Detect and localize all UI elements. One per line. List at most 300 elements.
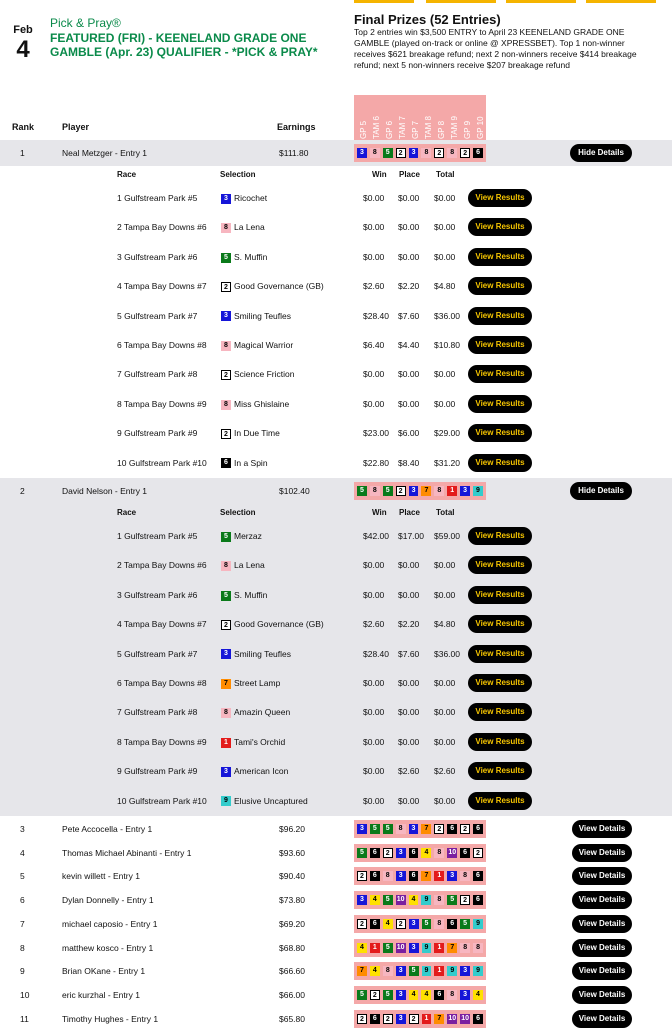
pick-number: 6: [409, 848, 419, 858]
pick-number: 2: [409, 1014, 419, 1024]
leaderboard-row: [0, 935, 672, 961]
place-payout: $2.20: [398, 281, 420, 292]
win-payout: $0.00: [363, 193, 385, 203]
rank-cell: 1: [20, 148, 25, 158]
leaderboard-row: [0, 863, 672, 889]
horse-name: Good Governance (GB): [234, 281, 324, 292]
win-payout: $2.60: [363, 619, 385, 630]
pick-number: 4: [357, 943, 367, 953]
earnings-cell: $69.20: [279, 918, 305, 929]
pick-number: 2: [383, 848, 393, 858]
view-results-label: View Results: [475, 369, 525, 379]
race-detail-row: [0, 610, 672, 639]
view-results-label: View Results: [475, 619, 525, 629]
place-payout: $17.00: [398, 531, 424, 541]
selection-number: 9: [221, 796, 231, 806]
place-payout: $0.00: [398, 678, 420, 688]
date-month: Feb: [13, 24, 33, 36]
pick-number: 6: [447, 824, 457, 834]
view-results-button[interactable]: [468, 424, 532, 442]
selection-number: 3: [221, 194, 231, 204]
leaderboard-row: [0, 840, 672, 866]
view-results-label: View Results: [475, 589, 525, 599]
view-results-button[interactable]: [468, 336, 532, 354]
pick-number: 9: [473, 486, 483, 496]
pick-number: 6: [409, 871, 419, 881]
pick-number: 8: [434, 486, 444, 496]
earnings-cell: $90.40: [279, 871, 305, 882]
total-payout: $31.20: [434, 457, 460, 468]
leaderboard-row: [0, 982, 672, 1008]
pick-number: 5: [422, 919, 432, 929]
race-detail-row: [0, 272, 672, 301]
pick-number: 7: [447, 943, 457, 953]
race-detail-row: [0, 419, 672, 448]
pick-number: 5: [357, 990, 367, 1000]
earnings-cell: $96.20: [279, 824, 305, 834]
place-payout: $0.00: [398, 251, 420, 262]
total-payout: $0.00: [434, 251, 456, 262]
race-detail-row: [0, 757, 672, 786]
view-results-button[interactable]: [468, 615, 532, 633]
win-payout: $0.00: [363, 736, 385, 747]
race-detail-row: [0, 640, 672, 669]
selection-number: 3: [221, 767, 231, 777]
race-name: 3 Gulfstream Park #6: [117, 251, 198, 262]
horse-name: Miss Ghislaine: [234, 398, 290, 409]
view-results-button[interactable]: [468, 645, 532, 663]
view-details-button[interactable]: View Details: [572, 962, 632, 980]
picks-strip: [354, 844, 486, 862]
total-payout: $59.00: [434, 531, 460, 541]
pick-number: 2: [460, 824, 470, 834]
total-payout: $0.00: [434, 707, 456, 718]
pick-number: 8: [460, 943, 470, 953]
race-name: 2 Tampa Bay Downs #6: [117, 222, 207, 233]
earnings-cell: $66.00: [279, 989, 305, 1000]
view-results-label: View Results: [475, 707, 525, 717]
pick-number: 1: [422, 1014, 432, 1024]
pick-number: 8: [434, 919, 444, 929]
view-results-button[interactable]: [468, 307, 532, 325]
view-results-button[interactable]: [468, 248, 532, 266]
pick-number: 3: [357, 824, 367, 834]
rank-cell: 6: [20, 895, 25, 906]
place-payout: $0.00: [398, 707, 420, 718]
picks-strip: [354, 915, 486, 933]
total-payout: $29.00: [434, 428, 460, 439]
race-detail-row: [0, 390, 672, 419]
race-header-label: TAM 9: [450, 116, 459, 139]
race-name: 9 Gulfstream Park #9: [117, 766, 198, 777]
view-results-label: View Results: [475, 766, 525, 776]
view-results-label: View Results: [475, 560, 525, 570]
picks-strip: [354, 1010, 486, 1028]
player-name: eric kurzhal - Entry 1: [62, 989, 140, 1000]
view-results-button[interactable]: [468, 703, 532, 721]
race-header-label: GP 7: [411, 120, 420, 139]
race-header-label: GP 9: [463, 120, 472, 139]
horse-name: American Icon: [234, 766, 289, 777]
total-payout: $36.00: [434, 310, 460, 321]
pick-number: 5: [383, 824, 393, 834]
player-name: michael caposio - Entry 1: [62, 918, 158, 929]
win-payout: $23.00: [363, 428, 389, 439]
rank-cell: 11: [20, 1013, 29, 1024]
race-detail-row: [0, 243, 672, 272]
selection-number: 2: [221, 429, 231, 439]
race-detail-row: [0, 360, 672, 389]
view-results-button[interactable]: [468, 395, 532, 413]
place-payout: $0.00: [398, 795, 420, 806]
selection-cell: [221, 590, 267, 601]
pick-number: 3: [460, 966, 470, 976]
win-payout: $0.00: [363, 589, 385, 600]
pick-number: 6: [473, 1014, 483, 1024]
race-name: 8 Tampa Bay Downs #9: [117, 398, 207, 409]
view-details-button[interactable]: View Details: [572, 939, 632, 957]
selection-cell: [221, 560, 265, 571]
leaderboard-row: [0, 478, 672, 504]
selection-cell: [221, 399, 289, 410]
pick-number: 5: [357, 848, 367, 858]
player-name: Brian OKane - Entry 1: [62, 966, 146, 977]
pick-number: 10: [396, 896, 405, 904]
prizes-text: Top 2 entries win $3,500 ENTRY to April 23 KEENELAND GRADE ONE GAMBLE (played on-track or online @ XPRESSBET). Top 1 non-winner receives $621 breakage refund; next 2 non-winners receive $414 breakage refund; next 5 non-winners receive $207 breakage refund: [354, 27, 637, 70]
place-payout: $0.00: [398, 193, 420, 203]
pick-number: 8: [460, 871, 470, 881]
race-name: 9 Gulfstream Park #9: [117, 428, 198, 439]
pick-number: 4: [409, 990, 419, 1000]
pick-number: 7: [421, 486, 431, 496]
horse-name: Amazin Queen: [234, 707, 291, 718]
view-results-button[interactable]: [468, 733, 532, 751]
selection-number: 3: [221, 311, 231, 321]
rank-cell: 10: [20, 989, 30, 1000]
pick-number: 3: [396, 990, 406, 1000]
horse-name: Good Governance (GB): [234, 619, 324, 630]
view-results-label: View Results: [475, 193, 525, 202]
rank-cell: 7: [20, 918, 25, 929]
pick-number: 8: [370, 148, 380, 158]
pick-number: 1: [370, 943, 380, 953]
race-name: 2 Tampa Bay Downs #6: [117, 560, 207, 571]
race-detail-row: [0, 522, 672, 551]
selection-cell: [221, 531, 262, 542]
pick-number: 2: [396, 148, 406, 158]
pick-number: 2: [357, 871, 367, 881]
prizes-panel: [354, 12, 654, 71]
view-results-button[interactable]: [468, 277, 532, 295]
view-results-label: View Results: [475, 531, 525, 540]
race-header-label: TAM 6: [372, 116, 381, 139]
pick-number: 3: [447, 871, 457, 881]
rank-cell: 2: [20, 486, 25, 496]
place-payout: $0.00: [398, 398, 420, 409]
selection-number: 5: [221, 532, 231, 542]
horse-name: Smiling Teufles: [234, 310, 292, 321]
view-details-button[interactable]: View Details: [572, 915, 632, 933]
pick-number: 1: [434, 966, 444, 976]
rank-cell: 4: [20, 847, 25, 858]
race-detail-row: [0, 551, 672, 580]
race-header-label: TAM 8: [424, 116, 433, 139]
view-results-button[interactable]: [468, 527, 532, 545]
race-name: 10 Gulfstream Park #10: [117, 795, 207, 806]
pick-number: 6: [460, 848, 470, 858]
player-name: Neal Metzger - Entry 1: [62, 148, 148, 158]
view-details-button[interactable]: View Details: [572, 891, 632, 909]
player-name: kevin willett - Entry 1: [62, 871, 140, 882]
pick-number: 4: [473, 990, 483, 1000]
pick-number: 5: [460, 919, 470, 929]
details-header-selection: Selection: [220, 508, 256, 517]
pick-number: 2: [396, 486, 406, 496]
win-payout: $0.00: [363, 251, 385, 262]
win-payout: $0.00: [363, 398, 385, 409]
details-header-row: [0, 504, 672, 522]
win-payout: $0.00: [363, 369, 385, 380]
pick-number: 1: [434, 871, 444, 881]
pick-number: 7: [357, 966, 367, 976]
view-results-label: View Results: [475, 457, 525, 467]
player-name: David Nelson - Entry 1: [62, 486, 148, 496]
view-results-label: View Results: [475, 736, 525, 746]
horse-name: Science Friction: [234, 369, 295, 380]
leaderboard-row: [0, 887, 672, 913]
picks-strip: [354, 986, 486, 1004]
pick-number: 8: [447, 148, 457, 158]
player-name: Dylan Donnelly - Entry 1: [62, 895, 154, 906]
total-payout: $0.00: [434, 222, 456, 233]
race-header-label: GP 5: [359, 120, 368, 139]
pick-number: 7: [421, 871, 431, 881]
pick-number: 3: [460, 486, 470, 496]
win-payout: $0.00: [363, 766, 385, 777]
win-payout: $42.00: [363, 531, 389, 541]
race-name: 7 Gulfstream Park #8: [117, 707, 198, 718]
total-payout: $0.00: [434, 560, 456, 571]
pick-number: 8: [383, 871, 393, 881]
view-results-button[interactable]: [468, 586, 532, 604]
race-detail-row: [0, 213, 672, 242]
details-header-total: Total: [436, 508, 455, 517]
total-payout: $10.80: [434, 340, 460, 350]
view-details-button[interactable]: View Details: [572, 820, 632, 838]
win-payout: $6.40: [363, 340, 385, 350]
details-header-place: Place: [399, 508, 420, 517]
selection-number: 7: [221, 679, 231, 689]
view-results-button[interactable]: [468, 556, 532, 574]
view-details-button[interactable]: View Details: [572, 986, 632, 1004]
view-results-button[interactable]: [468, 762, 532, 780]
place-payout: $7.60: [398, 310, 420, 321]
contest-date: [10, 24, 36, 62]
rank-cell: 8: [20, 942, 25, 953]
leaderboard-row: [0, 911, 672, 937]
pick-number: 2: [434, 824, 444, 834]
pick-number: 2: [473, 848, 483, 858]
race-name: 5 Gulfstream Park #7: [117, 648, 198, 659]
pick-number: 6: [370, 848, 380, 858]
selection-cell: [221, 311, 291, 322]
pick-number: 3: [409, 148, 419, 158]
pick-number: 10: [396, 943, 405, 951]
race-detail-row: [0, 698, 672, 727]
pick-number: 5: [370, 824, 380, 834]
horse-name: Street Lamp: [234, 678, 281, 688]
selection-number: 8: [221, 400, 231, 410]
earnings-header: Earnings: [277, 122, 316, 132]
selection-number: 3: [221, 649, 231, 659]
pick-number: 6: [447, 919, 457, 929]
race-name: 5 Gulfstream Park #7: [117, 310, 198, 321]
pick-number: 1: [447, 486, 457, 496]
total-payout: $0.00: [434, 795, 456, 806]
earnings-cell: $111.80: [279, 148, 309, 158]
pick-number: 6: [370, 871, 380, 881]
pick-number: 8: [473, 943, 483, 953]
pick-number: 6: [473, 895, 483, 905]
pick-number: 3: [409, 919, 419, 929]
picks-strip: [354, 820, 486, 838]
view-results-button[interactable]: [468, 674, 532, 692]
selection-cell: [221, 222, 265, 233]
pick-number: 10: [448, 1014, 457, 1022]
details-header-race: Race: [117, 170, 137, 179]
total-payout: $0.00: [434, 193, 456, 203]
details-header-total: Total: [436, 170, 455, 179]
race-name: 8 Tampa Bay Downs #9: [117, 736, 207, 747]
race-header-label: GP 6: [385, 120, 394, 139]
pick-number: 4: [421, 848, 431, 858]
selection-number: 8: [221, 223, 231, 233]
place-payout: $4.40: [398, 340, 420, 350]
horse-name: La Lena: [234, 560, 265, 571]
pick-number: 3: [409, 943, 419, 953]
pick-number: 2: [357, 919, 367, 929]
player-name: Timothy Hughes - Entry 1: [62, 1013, 159, 1024]
view-results-button[interactable]: [468, 454, 532, 472]
pick-number: 5: [383, 990, 393, 1000]
place-payout: $7.60: [398, 648, 420, 659]
race-detail-row: [0, 728, 672, 757]
horse-name: Smiling Teufles: [234, 648, 292, 659]
place-payout: $0.00: [398, 560, 420, 571]
pick-number: 5: [383, 486, 393, 496]
view-results-label: View Results: [475, 648, 525, 658]
place-payout: $2.20: [398, 619, 420, 630]
view-details-button[interactable]: View Details: [572, 867, 632, 885]
view-results-button[interactable]: [468, 365, 532, 383]
win-payout: $0.00: [363, 560, 385, 571]
view-details-button[interactable]: View Details: [572, 1010, 632, 1028]
pick-number: 4: [370, 966, 380, 976]
race-header-label: GP 10: [476, 116, 485, 139]
total-payout: $0.00: [434, 369, 456, 380]
selection-number: 2: [221, 370, 231, 380]
place-payout: $8.40: [398, 457, 420, 468]
pick-number: 4: [383, 919, 393, 929]
race-name: 4 Tampa Bay Downs #7: [117, 281, 207, 292]
view-results-label: View Results: [475, 281, 525, 291]
contest-brand: Pick & Pray®: [50, 16, 121, 30]
race-detail-row: [0, 581, 672, 610]
win-payout: $0.00: [363, 222, 385, 233]
place-payout: $2.60: [398, 766, 420, 777]
date-day: 4: [16, 36, 30, 63]
race-detail-row: [0, 787, 672, 816]
selection-cell: [221, 678, 280, 689]
view-results-button[interactable]: [468, 189, 532, 207]
view-results-label: View Results: [475, 251, 525, 261]
pick-number: 9: [447, 966, 457, 976]
win-payout: $0.00: [363, 795, 385, 806]
leaderboard-row: [0, 958, 672, 984]
total-payout: $0.00: [434, 736, 456, 747]
hide-details-button[interactable]: Hide Details: [570, 144, 632, 162]
pick-number: 3: [396, 966, 406, 976]
hide-details-button[interactable]: Hide Details: [570, 482, 632, 500]
pick-number: 8: [421, 148, 431, 158]
pick-number: 6: [434, 990, 444, 1000]
win-payout: $28.40: [363, 310, 389, 321]
selection-cell: [221, 796, 308, 807]
horse-name: In Due Time: [234, 428, 280, 439]
race-detail-row: [0, 449, 672, 478]
pick-number: 6: [473, 871, 483, 881]
pick-number: 9: [473, 919, 483, 929]
pick-number: 8: [383, 966, 393, 976]
view-details-button[interactable]: View Details: [572, 844, 632, 862]
pick-number: 5: [357, 486, 367, 496]
race-detail-row: [0, 184, 672, 213]
earnings-cell: $65.80: [279, 1013, 305, 1024]
view-results-button[interactable]: [468, 792, 532, 810]
pick-number: 2: [434, 148, 444, 158]
race-name: 4 Tampa Bay Downs #7: [117, 619, 207, 630]
race-detail-row: [0, 302, 672, 331]
pick-number: 9: [422, 966, 432, 976]
place-payout: $0.00: [398, 369, 420, 380]
selection-cell: [221, 369, 294, 380]
pick-number: 5: [447, 895, 457, 905]
pick-number: 1: [434, 943, 444, 953]
selection-number: 8: [221, 708, 231, 718]
pick-number: 8: [434, 848, 444, 858]
win-payout: $2.60: [363, 281, 385, 292]
total-payout: $36.00: [434, 648, 460, 659]
selection-cell: [221, 428, 280, 439]
picks-strip: [354, 891, 486, 909]
pick-number: 8: [370, 486, 380, 496]
pick-number: 4: [370, 895, 380, 905]
pick-number: 8: [396, 824, 406, 834]
details-header-row: [0, 166, 672, 184]
pick-number: 7: [421, 824, 431, 834]
earnings-cell: $73.80: [279, 895, 305, 906]
place-payout: $0.00: [398, 736, 420, 747]
view-results-button[interactable]: [468, 218, 532, 236]
selection-number: 5: [221, 253, 231, 263]
selection-cell: [221, 737, 285, 748]
pick-number: 3: [409, 486, 419, 496]
pick-number: 5: [383, 943, 393, 953]
pick-number: 3: [460, 990, 470, 1000]
selection-cell: [221, 649, 291, 660]
horse-name: In a Spin: [234, 457, 268, 468]
pick-number: 3: [396, 848, 406, 858]
